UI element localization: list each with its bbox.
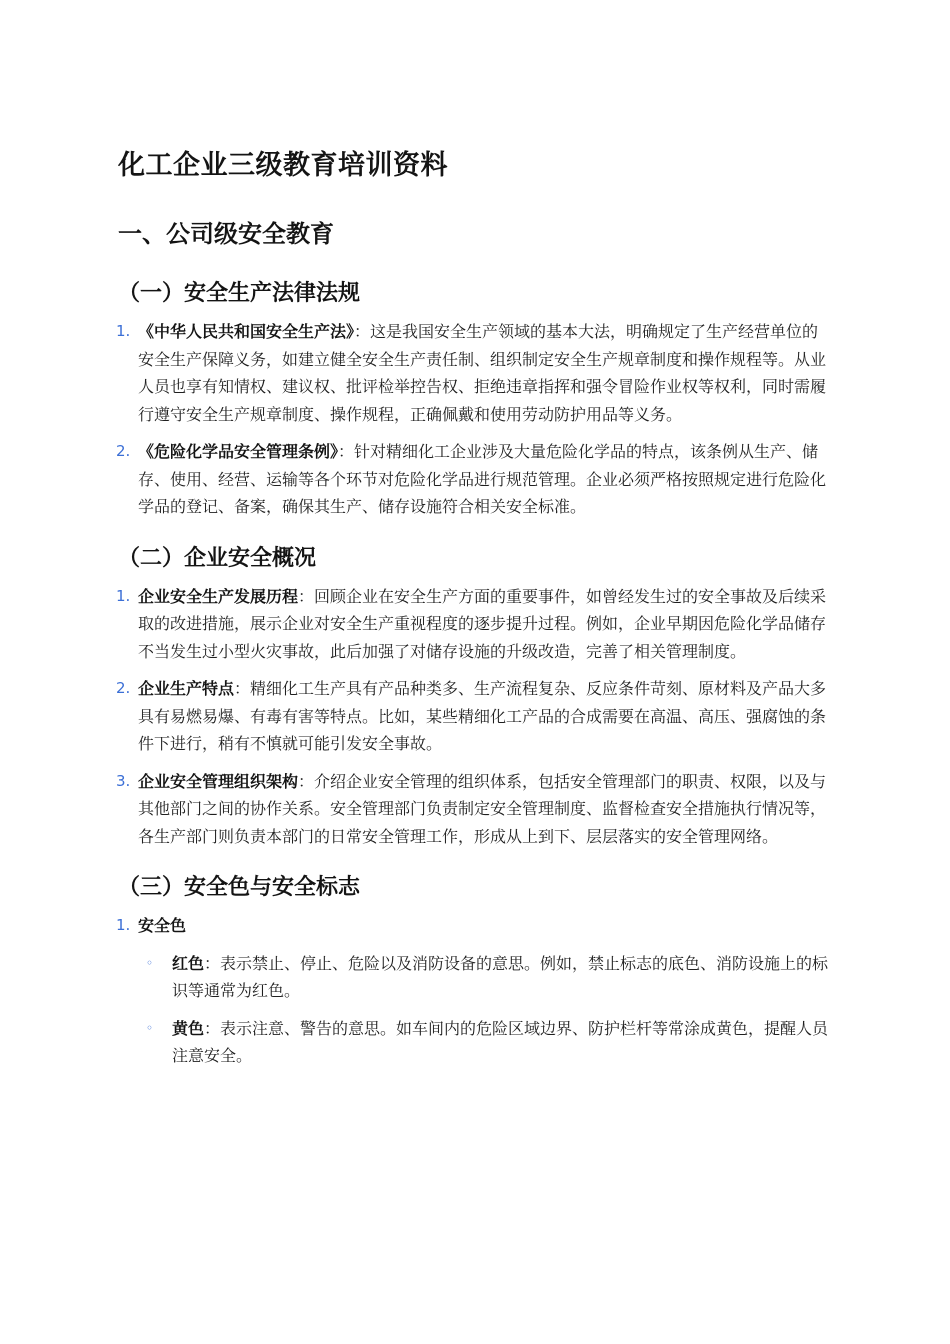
- item-label: 安全色: [138, 916, 187, 935]
- safety-color-sublist: [138, 950, 832, 1070]
- list-item: [118, 318, 832, 428]
- list-number: 2.: [116, 442, 131, 460]
- list-number: 2.: [116, 679, 131, 697]
- list-item: [118, 675, 832, 758]
- item-label: 《危险化学品安全管理条例》: [138, 442, 339, 461]
- item-text: ：回顾企业在安全生产方面的重要事件，如曾经发生过的安全事故及后续采取的改进措施，展示企业对安全生产重视程度的逐步提升过程。例如，企业早期因危险化学品储存不当发生过小型火灾事故，此后加强了对储存设施的升级改造，完善了相关管理制度。: [138, 586, 827, 661]
- subsection-heading-laws: （一）安全生产法律法规: [118, 281, 361, 306]
- list-number: 1.: [116, 586, 131, 605]
- item-text: ：介绍企业安全管理的组织体系，包括安全管理部门的职责、权限，以及与其他部门之间的协作关系。安全管理部门负责制定安全管理制度、监督检查安全措施执行情况等，各生产部门则负责本部门的日常安全管理工作，形成从上到下、层层落实的安全管理网络。: [138, 771, 827, 846]
- hollow-bullet-icon: ◦: [146, 1020, 154, 1035]
- overview-list: [118, 583, 832, 851]
- list-item: [118, 438, 832, 521]
- sub-list-item-red: [138, 950, 832, 1005]
- item-label: 企业生产特点: [138, 679, 235, 698]
- laws-list: [118, 318, 832, 521]
- safety-colors-list: [118, 912, 832, 1070]
- list-number: 1.: [116, 916, 131, 934]
- list-item: [118, 583, 832, 666]
- item-label: 《中华人民共和国安全生产法》: [138, 322, 355, 341]
- item-text: ：精细化工生产具有产品种类多、生产流程复杂、反应条件苛刻、原材料及产品大多具有易燃易爆、有毒有害等特点。比如，某些精细化工产品的合成需要在高温、高压、强腐蚀的条件下进行，稍有不慎就可能引发安全事故。: [138, 679, 827, 753]
- list-number: 1.: [116, 322, 131, 340]
- document-title: 化工企业三级教育培训资料: [118, 150, 448, 181]
- sub-item-label: 红色: [172, 953, 205, 973]
- list-item: [118, 912, 832, 1070]
- item-label: 企业安全管理组织架构: [138, 771, 299, 791]
- hollow-bullet-icon: ◦: [146, 955, 154, 970]
- item-text: ：针对精细化工企业涉及大量危险化学品的特点，该条例从生产、储存、使用、经营、运输等各个环节对危险化学品进行规范管理。企业必须严格按照规定进行危险化学品的登记、备案，确保其生产、储存设施符合相关安全标准。: [138, 442, 827, 516]
- sub-list-item-yellow: [138, 1015, 832, 1070]
- item-label: 企业安全生产发展历程: [138, 586, 299, 606]
- subsection-heading-safety-colors-signs: （三）安全色与安全标志: [118, 875, 361, 900]
- sub-item-text: ：表示禁止、停止、危险以及消防设备的意思。例如，禁止标志的底色、消防设施上的标识等通常为红色。: [172, 953, 829, 1000]
- list-number: 3.: [116, 771, 131, 790]
- list-item: [118, 768, 832, 851]
- sub-item-label: 黄色: [172, 1018, 205, 1038]
- subsection-heading-company-overview: （二）企业安全概况: [118, 545, 317, 571]
- item-text: ：这是我国安全生产领域的基本大法，明确规定了生产经营单位的安全生产保障义务，如建立健全安全生产责任制、组织制定安全生产规章制度和操作规程等。从业人员也享有知情权、建议权、批评检举控告权、拒绝违章指挥和强令冒险作业权等权利，同时需履行遵守安全生产规章制度、操作规程，正确佩戴和使用劳动防护用品等义务。: [138, 322, 827, 424]
- sub-item-text: ：表示注意、警告的意思。如车间内的危险区域边界、防护栏杆等常涂成黄色，提醒人员注意安全。: [172, 1018, 829, 1065]
- section-heading-company-level: 一、公司级安全教育: [118, 220, 334, 248]
